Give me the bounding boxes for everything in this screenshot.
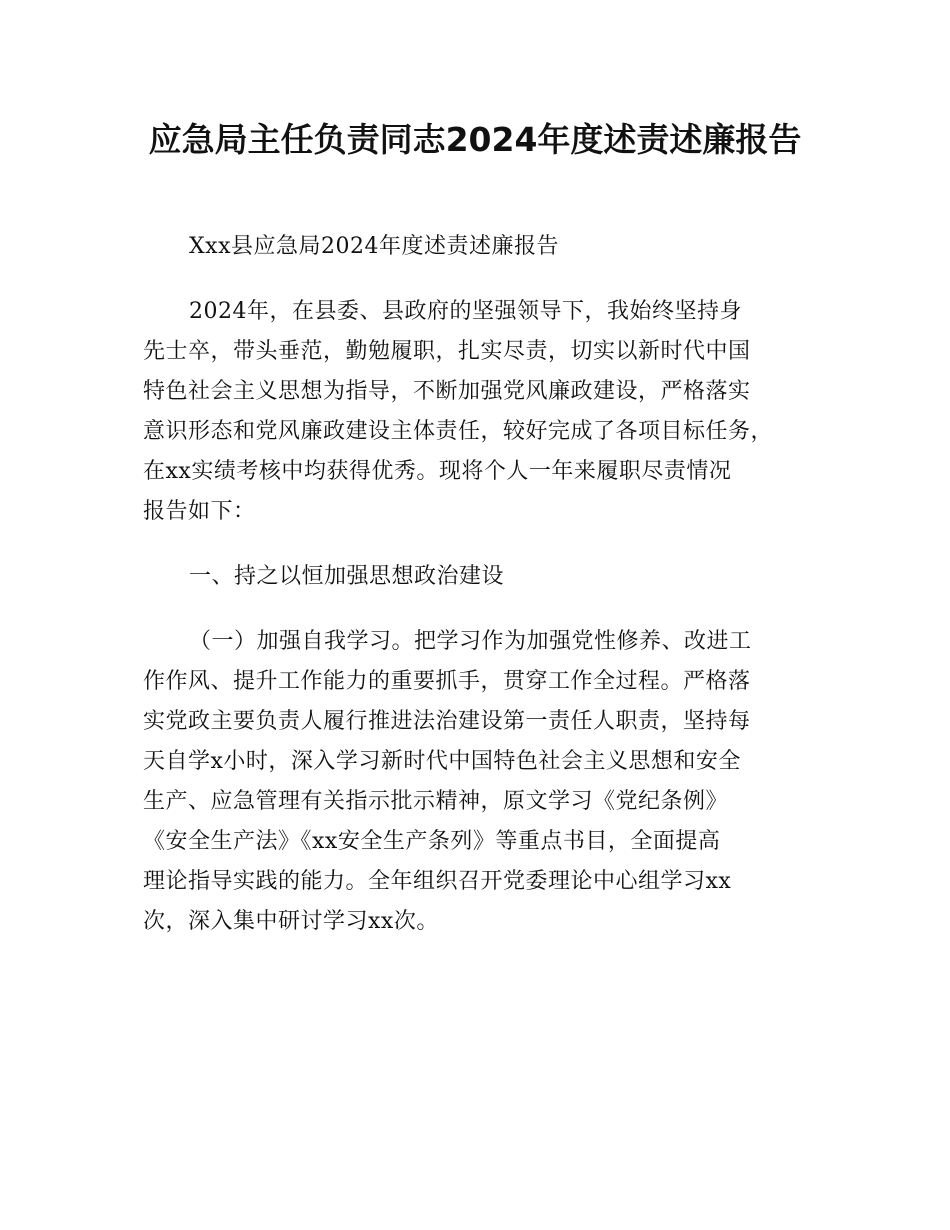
- paragraph-line: 理论指导实践的能力。全年组织召开党委理论中心组学习xx: [143, 869, 732, 894]
- paragraph-line: 实党政主要负责人履行推进法治建设第一责任人职责，坚持每: [143, 709, 751, 734]
- paragraph-line: 报告如下：: [143, 499, 256, 524]
- document-subtitle: Xxx县应急局2024年度述责述廉报告: [189, 234, 559, 259]
- intro-paragraph: [143, 292, 833, 532]
- paragraph-line: 天自学x小时，深入学习新时代中国特色社会主义思想和安全: [143, 749, 741, 774]
- paragraph-line: 作作风、提升工作能力的重要抓手，贯穿工作全过程。严格落: [143, 669, 751, 694]
- paragraph-line: （一）加强自我学习。把学习作为加强党性修养、改进工: [189, 629, 752, 654]
- document-body: [143, 227, 833, 942]
- paragraph-line: 生产、应急管理有关指示批示精神，原文学习《党纪条例》: [143, 789, 729, 814]
- paragraph-line: 先士卒，带头垂范，勤勉履职，扎实尽责，切实以新时代中国: [143, 339, 751, 364]
- paragraph-line: 2024年，在县委、县政府的坚强领导下，我始终坚持身: [189, 299, 742, 324]
- paragraph-line: 意识形态和党风廉政建设主体责任，较好完成了各项目标任务，: [143, 419, 774, 444]
- paragraph-line: 《安全生产法》《xx安全生产条列》等重点书目，全面提高: [143, 829, 721, 854]
- section-heading: 一、持之以恒加强思想政治建设: [189, 564, 505, 589]
- paragraph-line: 在xx实绩考核中均获得优秀。现将个人一年来履职尽责情况: [143, 459, 732, 484]
- section-paragraph: [143, 622, 833, 942]
- document-title: 应急局主任负责同志2024年度述责述廉报告: [148, 120, 802, 159]
- paragraph-line: 次，深入集中研讨学习xx次。: [143, 909, 439, 934]
- paragraph-line: 特色社会主义思想为指导，不断加强党风廉政建设，严格落实: [143, 379, 751, 404]
